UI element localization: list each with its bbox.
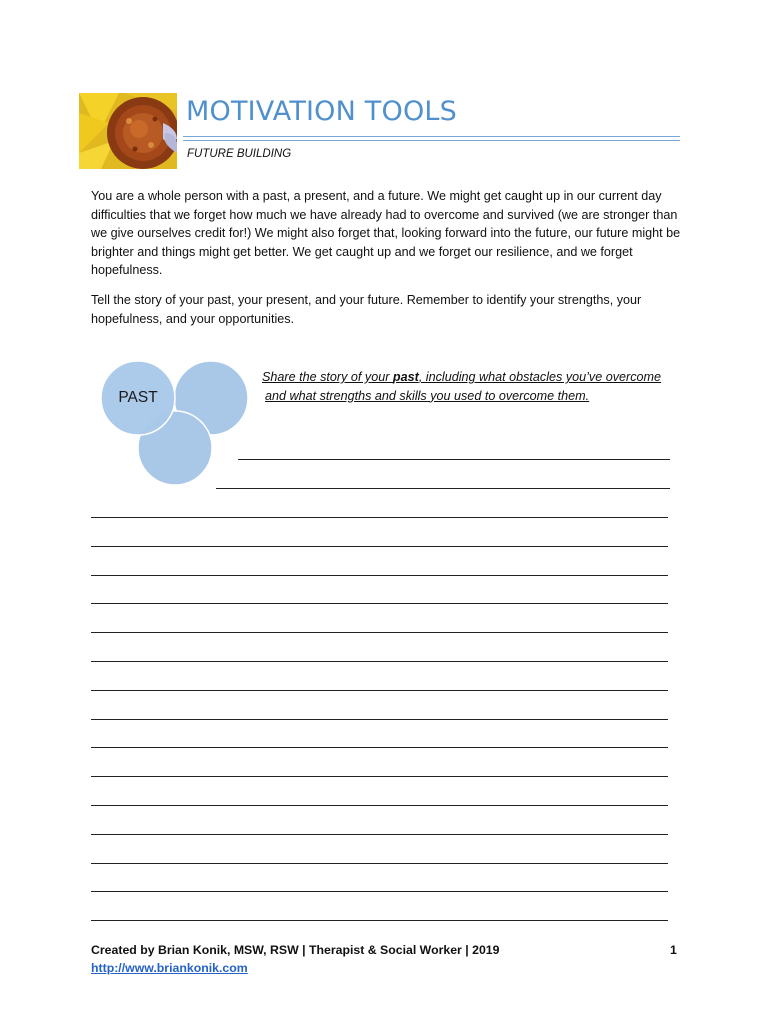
writing-line[interactable] [91,575,668,576]
writing-line[interactable] [91,863,668,864]
venn-past-label: PAST [118,389,158,406]
prompt-keyword: past [392,370,419,384]
sunflower-icon [79,93,177,169]
instruction-paragraph: Tell the story of your past, your present, and your future. Remember to identify your strengths, your hopefulness, and your opportunities. [91,293,642,326]
writing-line[interactable] [91,834,668,835]
venn-diagram [100,360,250,488]
footer-website-link[interactable]: http://www.briankonik.com [91,961,248,975]
writing-line[interactable] [91,719,668,720]
page-subtitle: FUTURE BUILDING [187,148,292,160]
writing-line[interactable] [91,920,668,921]
writing-line[interactable] [91,632,668,633]
writing-line[interactable] [91,517,668,518]
writing-line[interactable] [91,776,668,777]
writing-line[interactable] [216,488,670,489]
writing-prompt [262,368,682,405]
writing-line[interactable] [91,603,668,604]
writing-line[interactable] [91,661,668,662]
page-title: MOTIVATION TOOLS [186,96,457,127]
writing-line[interactable] [91,690,668,691]
writing-line[interactable] [91,805,668,806]
intro-paragraph: You are a whole person with a past, a present, and a future. We might get caught up in our current day difficulties that we forget how much we have already had to overcome and survived (we are stronger than we give ourselves credit for!) We might also forget that, looking forward into the future, our future might be brighter and things might get better. We get caught up and we forget our resilience, and we forget hopefulness. [91,189,681,278]
prompt-text-end: , including what obstacles you’ve overcome [418,370,662,384]
footer-credit: Created by Brian Konik, MSW, RSW | Therapist & Social Worker | 2019 [91,943,500,957]
writing-line[interactable] [238,459,670,460]
title-rule [183,136,680,137]
writing-line[interactable] [91,747,668,748]
writing-line[interactable] [91,891,668,892]
writing-line[interactable] [91,546,668,547]
page-number: 1 [670,943,677,957]
prompt-text-line2: and what strengths and skills you used to overcome them. [265,388,590,403]
title-rule [183,140,680,141]
sunflower-logo [79,93,177,169]
prompt-text-start: Share the story of your [262,370,393,384]
